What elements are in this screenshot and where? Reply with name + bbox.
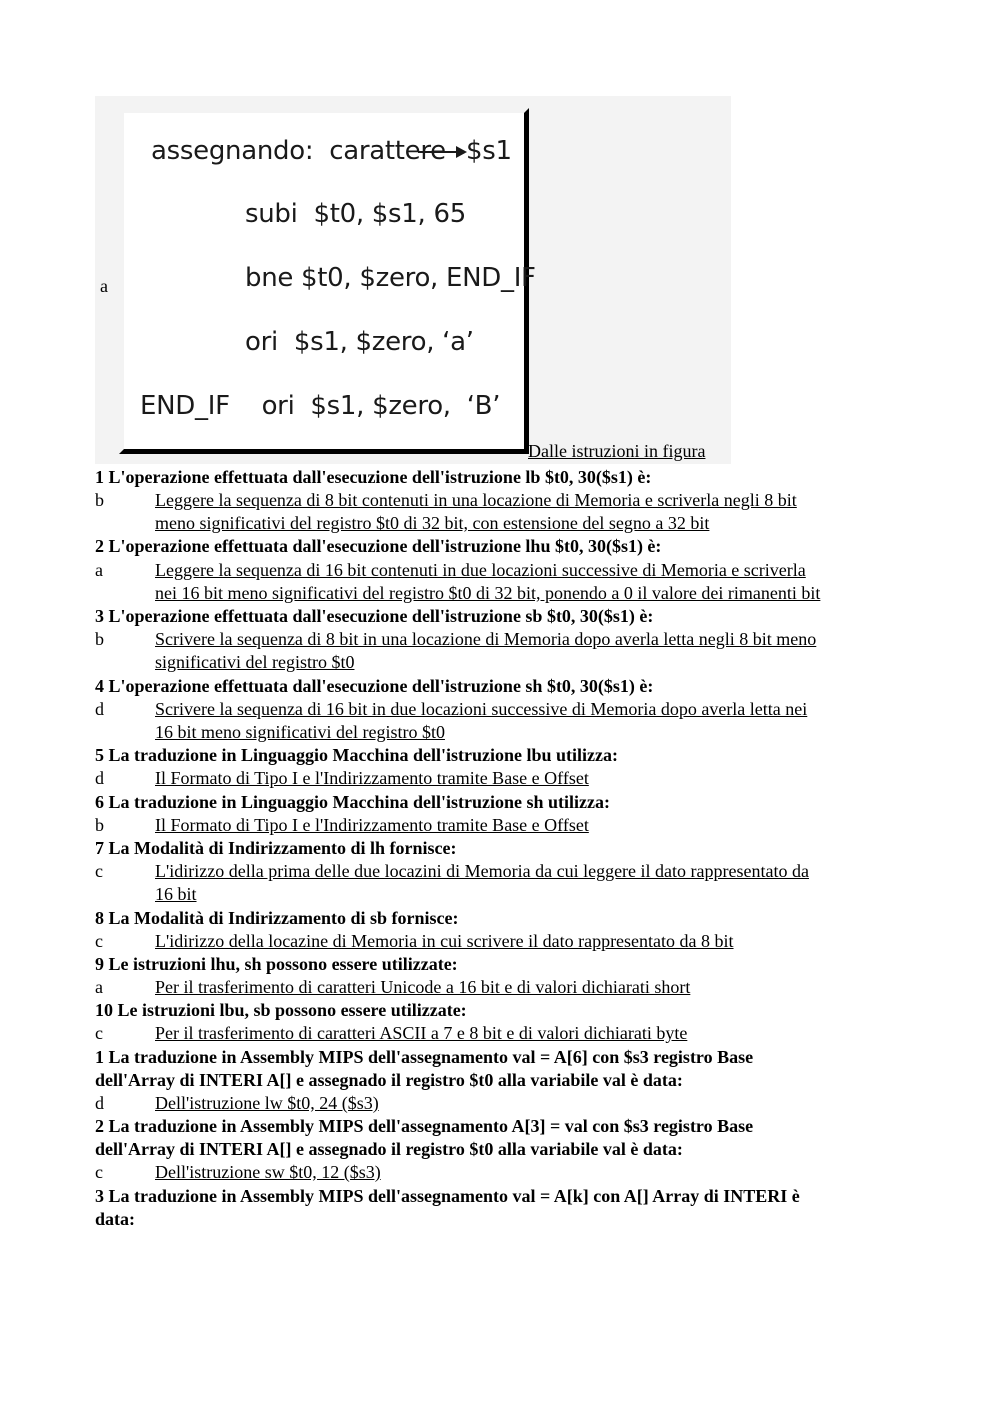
answer-3-line-2: significativi del registro $t0 [155,652,355,672]
code-line-3: bne $t0, $zero, END_IF [245,263,536,293]
answer-3-line-1: b Scrivere la sequenza di 8 bit in una locazione di Memoria dopo averla letta negli 8 bit meno [95,629,817,649]
answer-option-letter: b [95,629,104,649]
answer-option-letter: d [95,699,104,719]
answer-2-line-2: nei 16 bit meno significativi del registro $t0 di 32 bit, ponendo a 0 il valore dei rimanenti bit [155,583,821,603]
question-5: 5 La traduzione in Linguaggio Macchina dell'istruzione lbu utilizza: [95,745,619,765]
question-4: 4 L'operazione effettuata dall'esecuzione dell'istruzione sh $t0, 30($s1) è: [95,676,654,696]
answer-9-line-1: a Per il trasferimento di caratteri Unicode a 16 bit e di valori dichiarati short [95,977,691,997]
code-arrow-target: $s1 [466,136,512,166]
figure-caption: Dalle istruzioni in figura [528,441,706,461]
answer-option-letter: c [95,861,103,881]
question-b3-line-2: data: [95,1209,135,1229]
question-9: 9 Le istruzioni lhu, sh possono essere utilizzate: [95,954,458,974]
question-6: 6 La traduzione in Linguaggio Macchina dell'istruzione sh utilizza: [95,792,611,812]
question-2: 2 L'operazione effettuata dall'esecuzione dell'istruzione lhu $t0, 30($s1) è: [95,536,662,556]
question-7: 7 La Modalità di Indirizzamento di lh fornisce: [95,838,457,858]
question-b1-line-2: dell'Array di INTERI A[] e assegnado il registro $t0 alla variabile val è data: [95,1070,683,1090]
answer-option-letter: c [95,1023,103,1043]
answer-7-line-1: c L'idirizzo della prima delle due locazini di Memoria da cui leggere il dato rappresentato da [95,861,809,881]
answer-option-letter: d [95,768,104,788]
answer-option-letter: c [95,931,103,951]
answer-10-line-1: c Per il trasferimento di caratteri ASCII a 7 e 8 bit e di valori dichiarati byte [95,1023,688,1043]
question-b2-line-2: dell'Array di INTERI A[] e assegnado il registro $t0 alla variabile val è data: [95,1139,683,1159]
answer-7-line-2: 16 bit [155,884,197,904]
answer-8-line-1: c L'idirizzo della locazine di Memoria in cui scrivere il dato rappresentato da 8 bit [95,931,734,951]
question-3: 3 L'operazione effettuata dall'esecuzione dell'istruzione sb $t0, 30($s1) è: [95,606,654,626]
answer-b1-line-1: d Dell'istruzione lw $t0, 24 ($s3) [95,1093,379,1113]
code-line-2: subi $t0, $s1, 65 [245,199,466,229]
answer-4-line-2: 16 bit meno significativi del registro $t0 [155,722,445,742]
answer-6-line-1: b Il Formato di Tipo I e l'Indirizzamento tramite Base e Offset [95,815,589,835]
figure-answer-letter: a [100,276,108,296]
question-b3-line-1: 3 La traduzione in Assembly MIPS dell'assegnamento val = A[k] con A[] Array di INTERI è [95,1186,800,1206]
question-10: 10 Le istruzioni lbu, sb possono essere utilizzate: [95,1000,467,1020]
answer-option-letter: b [95,490,104,510]
answer-b2-line-1: c Dell'istruzione sw $t0, 12 ($s3) [95,1162,381,1182]
question-8: 8 La Modalità di Indirizzamento di sb fornisce: [95,908,459,928]
arrow-right-icon [416,140,468,164]
answer-2-line-1: a Leggere la sequenza di 16 bit contenuti in due locazioni successive di Memoria e scriverla [95,560,806,580]
code-line-5: END_IF ori $s1, $zero, ‘B’ [140,391,501,421]
question-b1-line-1: 1 La traduzione in Assembly MIPS dell'assegnamento val = A[6] con $s3 registro Base [95,1047,754,1067]
answer-1-line-2: meno significativi del registro $t0 di 32 bit, con estensione del segno a 32 bit [155,513,710,533]
answer-4-line-1: d Scrivere la sequenza di 16 bit in due locazioni successive di Memoria dopo averla letta nei [95,699,808,719]
answer-option-letter: a [95,977,103,997]
answer-option-letter: a [95,560,103,580]
answer-option-letter: c [95,1162,103,1182]
answer-option-letter: d [95,1093,104,1113]
code-line-1: assegnando: carattere [151,136,446,166]
answer-5-line-1: d Il Formato di Tipo I e l'Indirizzamento tramite Base e Offset [95,768,589,788]
code-line-4: ori $s1, $zero, ‘a’ [245,327,474,357]
question-b2-line-1: 2 La traduzione in Assembly MIPS dell'assegnamento A[3] = val con $s3 registro Base [95,1116,754,1136]
question-1: 1 L'operazione effettuata dall'esecuzione dell'istruzione lb $t0, 30($s1) è: [95,467,652,487]
answer-option-letter: b [95,815,104,835]
answer-1-line-1: b Leggere la sequenza di 8 bit contenuti in una locazione di Memoria e scriverla negli 8 bit [95,490,797,510]
